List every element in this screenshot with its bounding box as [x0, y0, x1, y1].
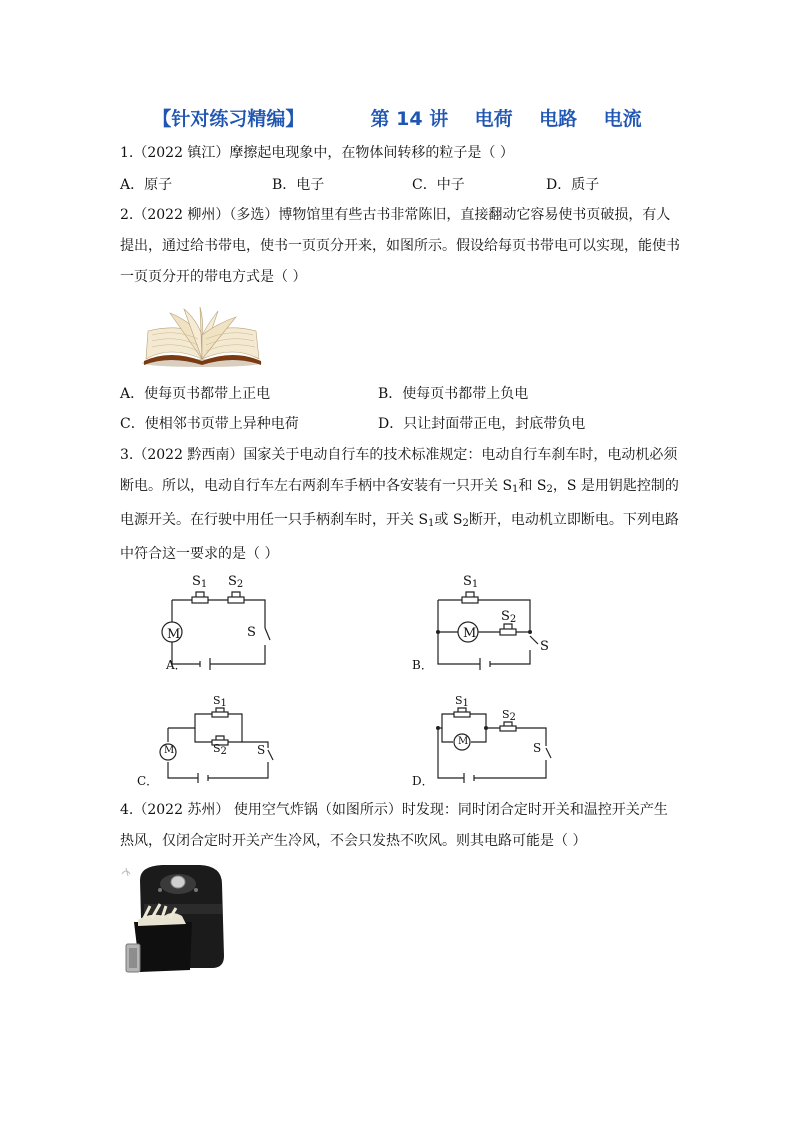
question-4-stem: 4.（2022 苏州） 使用空气炸锅（如图所示）时发现：同时闭合定时开关和温控开关产生热风，仅闭合定时开关产生冷风，不会只发热不吹风。则其电路可能是（ ） — [120, 802, 668, 849]
circuit-d-diagram — [420, 690, 570, 790]
circuit-b-diagram — [420, 570, 570, 682]
circuit-d-switch-s: S — [533, 741, 542, 755]
circuit-a-motor: M — [167, 627, 181, 642]
circuit-a-s2: $S_2$ — [228, 574, 244, 590]
q3-stem-line-4: 中符合这一要求的是（ ） — [120, 546, 279, 562]
question-2-stem: 2.（2022 柳州）（多选）博物馆里有些古书非常陈旧，直接翻动它容易使书页破损，有人提出，通过给书带电，使书一页页分开来，如图所示。假设给每页书带电可以实现，能使书一页页分开的带电方式是（ ） — [120, 207, 680, 285]
circuit-a-switch-s: S — [247, 625, 256, 640]
circuit-b-switch-s: S — [540, 639, 549, 654]
circuit-c-label: C． — [137, 774, 159, 788]
open-book-image — [140, 305, 265, 367]
q1-option-c: C．中子 — [412, 177, 465, 193]
q2-option-b: B．使每页书都带上负电 — [378, 386, 529, 402]
circuit-b-motor: M — [463, 626, 477, 641]
circuit-d-motor: M — [458, 736, 469, 747]
q3-stem-line-2: 断电。所以，电动自行车左右两刹车手柄中各安装有一只开关 $S_1$和 $S_2$，S 是用钥匙控制的 — [120, 478, 679, 495]
page-title: 【针对练习精编】 第 14 讲 电荷 电路 电流 — [152, 108, 642, 130]
q2-option-c: C．使相邻书页带上异种电荷 — [120, 416, 299, 432]
q3-stem-line-3: 电源开关。在行驶中用任一只手柄刹车时，开关 $S_1$或 $S_2$断开，电动机立即断电。下列电路 — [120, 512, 679, 529]
circuit-a-s1: $S_1$ — [192, 574, 208, 590]
circuit-c-switch-s: S — [257, 743, 266, 757]
circuit-a-label: A． — [166, 658, 187, 672]
q1-option-d: D．质子 — [546, 177, 600, 193]
circuit-c-motor: M — [164, 745, 175, 756]
circuit-c-s2: S2 — [213, 742, 227, 757]
q2-option-d: D．只让封面带正电，封底带负电 — [378, 416, 586, 432]
circuit-d-s2: S2 — [502, 708, 516, 723]
circuit-d-label: D． — [412, 774, 434, 788]
q1-option-a: A．原子 — [120, 177, 173, 193]
question-1-stem: 1.（2022 镇江）摩擦起电现象中，在物体间转移的粒子是（ ） — [120, 145, 514, 161]
q2-option-a: A．使每页书都带上正电 — [120, 386, 271, 402]
circuit-c-s1: S1 — [213, 694, 227, 709]
q3-stem-line-1: 3.（2022 黔西南）国家关于电动自行车的技术标准规定：电动自行车刹车时，电动机必须 — [120, 447, 678, 463]
circuit-b-s1: $S_1$ — [463, 574, 479, 590]
circuit-b-label: B． — [412, 658, 433, 672]
circuit-d-s1: S1 — [455, 694, 469, 709]
question-3-stem — [120, 440, 680, 570]
air-fryer-image — [120, 860, 230, 980]
circuit-b-s2: $S_2$ — [501, 609, 517, 625]
q1-option-b: B．电子 — [272, 177, 325, 193]
